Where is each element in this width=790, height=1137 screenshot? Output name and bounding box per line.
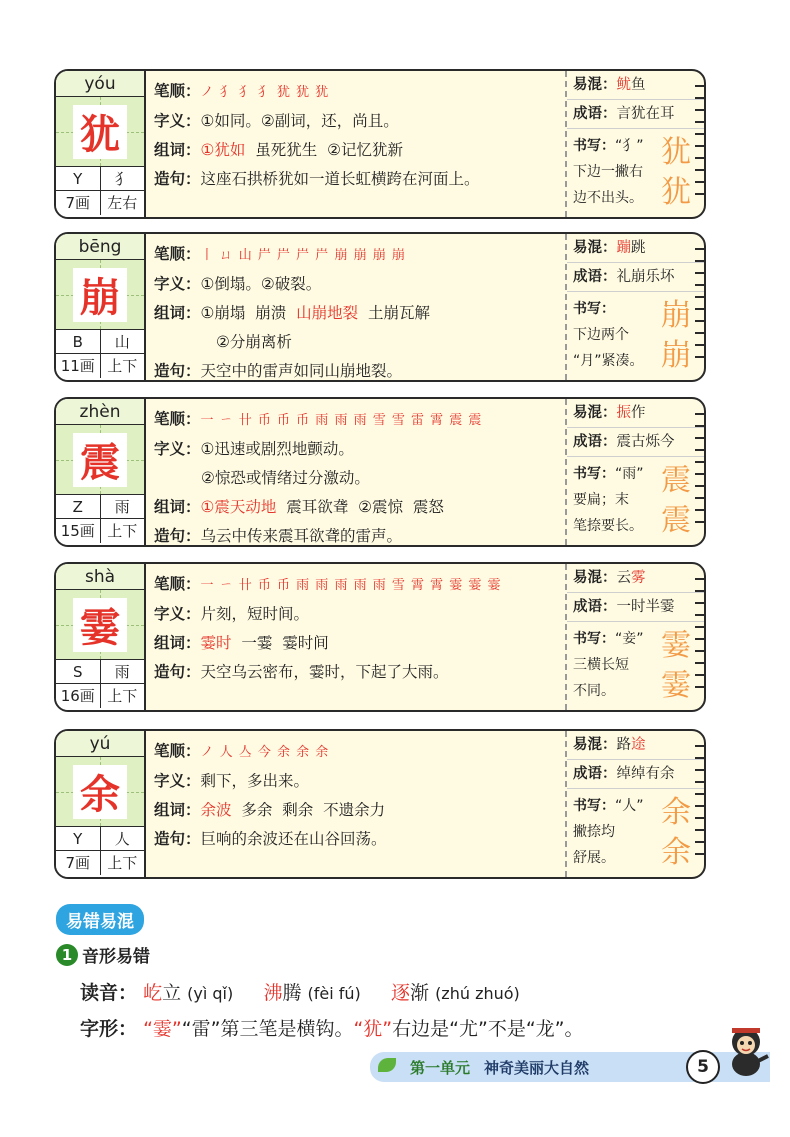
calligraphy-char: 震 (661, 503, 691, 538)
label-confuse: 易混： (573, 405, 617, 421)
idiom: 绰绰有余 (616, 766, 675, 782)
char-info (56, 731, 146, 877)
reading-word: 逐 (390, 982, 410, 1004)
label-meaning: 字义： (154, 112, 201, 130)
label-words: 组词： (154, 801, 201, 819)
char-info (56, 71, 146, 217)
structure: 上下 (107, 522, 138, 540)
label-words: 组词： (154, 498, 201, 516)
confuse-rest: 跳 (631, 240, 646, 256)
reading-pinyin: (yì qǐ) (187, 984, 234, 1003)
calligraphy-char: 余 (661, 795, 691, 830)
idiom: 言犹在耳 (616, 106, 675, 122)
word-highlight: ①犹如 (200, 141, 246, 159)
write-tip: “雨” (615, 466, 644, 482)
reading-word-rest: 腾 (282, 982, 302, 1004)
sentence: 天空乌云密布，霎时，下起了大雨。 (200, 663, 449, 681)
shape-text: 第三笔是横钩。 (220, 1018, 354, 1040)
confuse-char: 途 (631, 737, 646, 753)
label-sentence: 造句： (154, 170, 201, 188)
structure: 上下 (107, 357, 138, 375)
calligraphy-char: 崩 (661, 298, 691, 333)
label-write: 书写： (573, 466, 615, 482)
shape-char: “雷” (181, 1018, 221, 1040)
words: 多余 剩余 不遗余力 (231, 801, 386, 819)
char-card-zhen (54, 397, 706, 547)
mascot-icon (722, 1020, 770, 1080)
word-highlight: 余波 (200, 801, 232, 819)
structure: 上下 (107, 687, 138, 705)
write-tip: 要扁；末 (573, 492, 629, 508)
initial: Z (56, 495, 101, 518)
calligraphy-char: 余 (661, 835, 691, 870)
label-words: 组词： (154, 634, 201, 652)
label-sentence: 造句： (154, 830, 201, 848)
write-tip: 下边两个 (573, 327, 629, 343)
stroke-count: 15画 (56, 519, 101, 543)
label-idiom: 成语： (573, 269, 617, 285)
stroke-count: 11画 (56, 354, 101, 378)
stroke-count: 7画 (56, 851, 101, 875)
initial: Y (56, 827, 101, 850)
radical: 犭 (114, 170, 130, 188)
confuse-char: 鱿 (616, 77, 631, 93)
idiom: 礼崩乐坏 (616, 269, 675, 285)
write-tip: 下边一撇右 (573, 164, 643, 180)
big-char: 犹 (73, 105, 127, 159)
calligraphy-char: 崩 (661, 338, 691, 373)
reading-line (80, 978, 520, 1005)
big-char: 霎 (73, 598, 127, 652)
stroke-order: ノ 人 亼 今 余 余 余 (200, 745, 330, 760)
reading-pinyin: (zhú zhuó) (435, 984, 520, 1003)
big-char: 崩 (73, 268, 127, 322)
label-write: 书写： (573, 798, 615, 814)
label-meaning: 字义： (154, 605, 201, 623)
confuse-char: 蹦 (616, 240, 631, 256)
label-idiom: 成语： (573, 106, 617, 122)
radical: 雨 (114, 663, 130, 681)
stroke-count: 7画 (56, 191, 101, 215)
reading-pinyin: (fèi fú) (307, 984, 361, 1003)
label-stroke: 笔顺： (154, 742, 201, 760)
number-badge: 1 (56, 944, 78, 966)
sentence: 巨响的余波还在山谷回荡。 (200, 830, 387, 848)
label-idiom: 成语： (573, 434, 617, 450)
write-tip: 舒展。 (573, 850, 615, 866)
confuse-char: 振 (616, 405, 631, 421)
section-tag: 易错易混 (56, 904, 144, 935)
radical: 雨 (114, 498, 130, 516)
pinyin: yóu (56, 71, 144, 97)
label-confuse: 易混： (573, 737, 617, 753)
idiom: 一时半霎 (616, 599, 675, 615)
label-confuse: 易混： (573, 570, 617, 586)
label-write: 书写： (573, 631, 615, 647)
reading-label: 读音： (80, 982, 138, 1004)
label-meaning: 字义： (154, 440, 201, 458)
stroke-order: 一 ㄧ 卄 币 币 雨 雨 雨 雨 雨 雪 霄 霄 霎 霎 霎 (200, 578, 502, 593)
char-info (56, 234, 146, 380)
label-idiom: 成语： (573, 599, 617, 615)
word-highlight: ①震天动地 (200, 498, 277, 516)
confuse-rest: 作 (631, 405, 646, 421)
reading-word: 沸 (263, 982, 283, 1004)
confuse-rest: 鱼 (631, 77, 646, 93)
label-meaning: 字义： (154, 275, 201, 293)
label-confuse: 易混： (573, 77, 617, 93)
meaning: ①迅速或剧烈地颤动。 (200, 440, 354, 458)
initial: Y (56, 167, 101, 190)
calligraphy-char: 霎 (661, 628, 691, 663)
label-meaning: 字义： (154, 772, 201, 790)
pinyin: zhèn (56, 399, 144, 425)
write-tip: 边不出头。 (573, 190, 643, 206)
structure: 上下 (107, 854, 138, 872)
words: 震耳欲聋 ②震惊 震怒 (276, 498, 444, 516)
words: ①崩塌 崩溃 (200, 304, 297, 322)
stroke-order: 丨 ㄩ 山 屵 屵 屵 屵 崩 崩 崩 崩 (200, 248, 406, 263)
reading-word-rest: 立 (162, 982, 182, 1004)
shape-char: “霎” (143, 1018, 182, 1040)
calligraphy-char: 震 (661, 463, 691, 498)
meaning: ②惊恐或情绪过分激动。 (201, 469, 370, 487)
meaning: ①倒塌。②破裂。 (200, 275, 322, 293)
label-stroke: 笔顺： (154, 410, 201, 428)
label-confuse: 易混： (573, 240, 617, 256)
word-highlight: 山崩地裂 (296, 304, 359, 322)
label-stroke: 笔顺： (154, 575, 201, 593)
reading-word-rest: 渐 (410, 982, 430, 1004)
label-sentence: 造句： (154, 527, 201, 545)
write-tip: “月”紧凑。 (573, 353, 644, 369)
big-char: 余 (73, 765, 127, 819)
words: 一霎 霎时间 (231, 634, 329, 652)
pinyin: bēng (56, 234, 144, 260)
stroke-count: 16画 (56, 684, 101, 708)
initial: B (56, 330, 101, 353)
sentence: 天空中的雷声如同山崩地裂。 (200, 362, 403, 380)
calligraphy-char: 犹 (661, 135, 691, 170)
sentence: 乌云中传来震耳欲聋的雷声。 (200, 527, 403, 545)
char-info (56, 564, 146, 710)
big-char: 震 (73, 433, 127, 487)
radical: 人 (114, 830, 130, 848)
label-write: 书写： (573, 138, 615, 154)
pinyin: yú (56, 731, 144, 757)
label-sentence: 造句： (154, 663, 201, 681)
structure: 左右 (107, 194, 138, 212)
label-idiom: 成语： (573, 766, 617, 782)
unit-label: 第一单元 (410, 1058, 471, 1077)
pinyin: shà (56, 564, 144, 590)
reading-word: 屹 (143, 982, 163, 1004)
confuse-char: 雾 (631, 570, 646, 586)
words: 虽死犹生 ②记忆犹新 (245, 141, 404, 159)
write-tip: 笔捺要长。 (573, 518, 643, 534)
label-stroke: 笔顺： (154, 245, 201, 263)
stroke-order: 一 ㄧ 卄 币 币 币 雨 雨 雨 雪 雪 雷 霄 震 震 (200, 413, 483, 428)
char-card-beng (54, 232, 706, 382)
page-number: 5 (686, 1050, 720, 1084)
word-highlight: 霎时 (200, 634, 232, 652)
meaning: 片刻，短时间。 (200, 605, 310, 623)
meaning: ①如同。②副词，还，尚且。 (200, 112, 399, 130)
char-card-sha (54, 562, 706, 712)
calligraphy-char: 犹 (661, 175, 691, 210)
label-sentence: 造句： (154, 362, 201, 380)
char-card-you (54, 69, 706, 219)
words: ②分崩离析 (216, 333, 292, 351)
calligraphy-char: 霎 (661, 668, 691, 703)
confuse-rest: 路 (616, 737, 631, 753)
theme-label: 神奇美丽大自然 (484, 1058, 590, 1077)
stroke-order: ノ 犭 犭 犭 犹 犹 犹 (200, 85, 330, 100)
char-card-yu (54, 729, 706, 879)
write-tip: “犭” (615, 138, 644, 154)
write-tip: 不同。 (573, 683, 615, 699)
sub-title (56, 942, 150, 967)
write-tip: 撇捺均 (573, 824, 615, 840)
sub-title-text: 音形易错 (82, 947, 150, 967)
initial: S (56, 660, 101, 683)
write-tip: “妾” (615, 631, 644, 647)
write-tip: 三横长短 (573, 657, 629, 673)
shape-char: “犹” (353, 1018, 393, 1040)
char-info (56, 399, 146, 545)
shape-text: 右边是“尤”不是“龙”。 (392, 1018, 584, 1040)
meaning: 剩下，多出来。 (200, 772, 310, 790)
idiom: 震古烁今 (616, 434, 675, 450)
label-write: 书写： (573, 301, 615, 317)
sentence: 这座石拱桥犹如一道长虹横跨在河面上。 (200, 170, 480, 188)
words: 土崩瓦解 (358, 304, 430, 322)
label-words: 组词： (154, 304, 201, 322)
shape-line (80, 1014, 584, 1041)
confuse-rest: 云 (616, 570, 631, 586)
label-words: 组词： (154, 141, 201, 159)
shape-label: 字形： (80, 1018, 138, 1040)
radical: 山 (114, 333, 130, 351)
label-stroke: 笔顺： (154, 82, 201, 100)
write-tip: “人” (615, 798, 644, 814)
